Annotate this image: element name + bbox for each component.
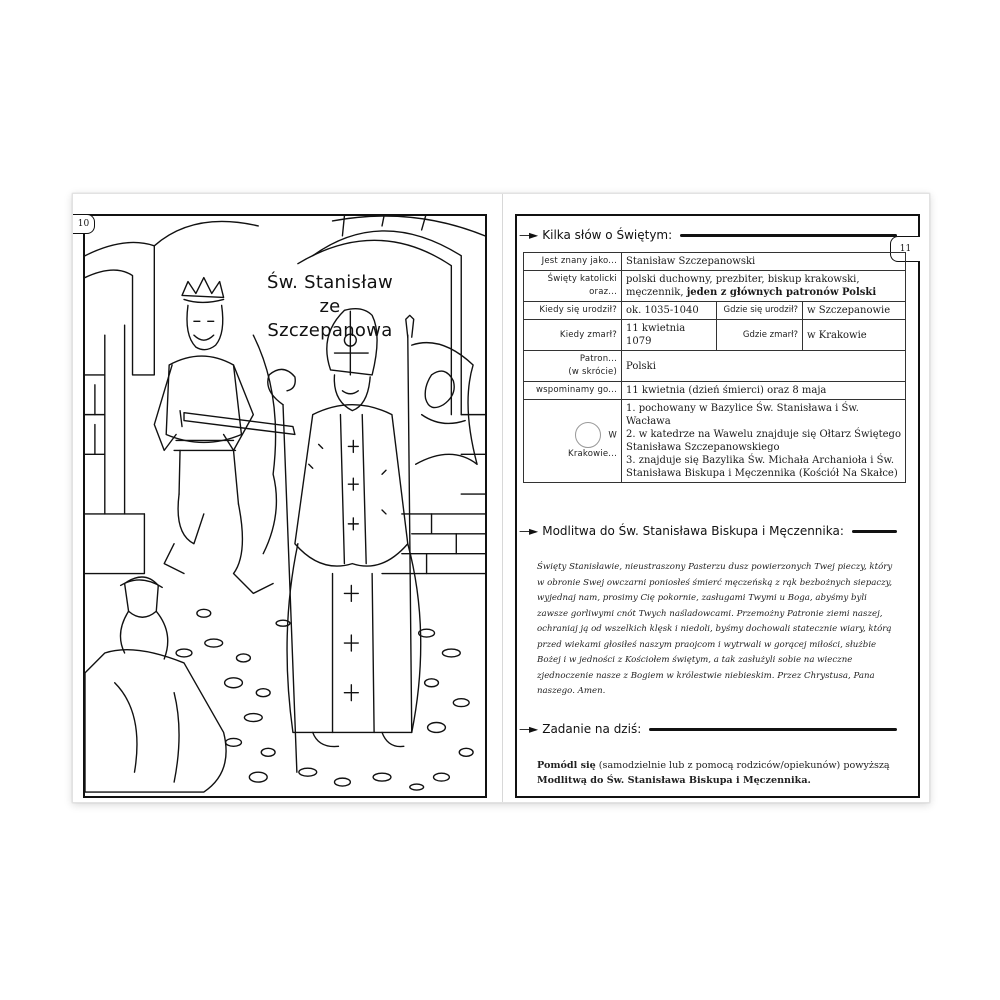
- remembered-label: wspominamy go...: [524, 382, 622, 400]
- table-row: [524, 351, 906, 382]
- section-heading-task-text: Zadanie na dziś:: [542, 722, 642, 736]
- section-heading-about: [517, 224, 897, 246]
- patron-label: [524, 351, 622, 382]
- brush-stroke-divider: [852, 530, 897, 533]
- left-page-illustration-frame: [83, 214, 487, 798]
- section-heading-prayer-text: Modlitwa do Św. Stanisława Biskupa i Męczennika:: [542, 524, 844, 538]
- table-row: [524, 253, 906, 271]
- known-as-label: Jest znany jako...: [524, 253, 622, 271]
- right-page-frame: [515, 214, 920, 798]
- catholic-saint-value-plain: polski duchowny, prezbiter, biskup krakowski, męczennik,: [626, 274, 860, 298]
- task-bold-1: Pomódl się: [537, 760, 596, 771]
- known-as-value: Stanisław Szczepanowski: [622, 253, 906, 271]
- page-number-right: 11: [890, 236, 920, 262]
- page-spine: [502, 194, 503, 802]
- krakow-label: [524, 400, 622, 483]
- krakow-value: [622, 400, 906, 483]
- saint-title-line1: Św. Stanisław: [266, 272, 393, 293]
- patron-label-line2: (w skrócie): [568, 367, 617, 377]
- krakow-item-2: 2. w katedrze na Wawelu znajduje się Ołtarz Świętego Stanisława Szczepanowskiego: [626, 429, 901, 453]
- booklet-spread: [72, 193, 930, 803]
- page-number-left: 10: [73, 214, 95, 234]
- born-when-value: ok. 1035-1040: [622, 302, 717, 320]
- task-text-block: [537, 758, 907, 788]
- table-row: [524, 302, 906, 320]
- krakow-seal-icon: [575, 422, 601, 448]
- born-where-label: Gdzie się urodził?: [717, 302, 803, 320]
- saint-info-table: [523, 252, 906, 483]
- catholic-saint-value: [622, 271, 906, 302]
- died-when-value: 11 kwietnia 1079: [622, 320, 717, 351]
- prayer-text: Święty Stanisławie, nieustraszony Pasterzu dusz powierzonych Twej pieczy, który w obronie Swej owczarni poniosłeś śmierć męczeńską z rąk bezbożnych siepaczy, wyjednaj nam, prosimy Cię pokornie, zasługami Twymi u Boga, abyśmy byli zawsze gorliwymi cnót Twych naśladowcami. Przemożny Patronie ziemi naszej, ochraniaj ją od wszelkich klęsk i niedoli, byśmy dochowali statecznie wiary, którą przed wiekami głosiłeś naszym praojcom i wytrwali w gorącej miłości, służbie Bożej i w jedności z Kościołem świętym, a tak zasłużyli sobie na wieczne zjednoczenie nasze z Bogiem w królestwie niebieskim. Przez Chrystusa, Pana naszego. Amen.: [537, 562, 893, 696]
- prayer-text-block: [537, 560, 897, 700]
- arrow-icon: —►: [519, 228, 537, 242]
- died-where-label: Gdzie zmarł?: [717, 320, 803, 351]
- table-row: [524, 271, 906, 302]
- died-where-value: w Krakowie: [803, 320, 906, 351]
- krakow-item-3: 3. znajduje się Bazylika Św. Michała Archanioła i Św. Stanisława Biskupa i Męczennika (Kościół Na Skałce): [626, 455, 898, 479]
- brush-stroke-divider: [649, 728, 897, 731]
- born-where-value: w Szczepanowie: [803, 302, 906, 320]
- remembered-value: 11 kwietnia (dzień śmierci) oraz 8 maja: [622, 382, 906, 400]
- arrow-icon: —►: [519, 524, 537, 538]
- krakow-label-text: W Krakowie...: [568, 430, 617, 459]
- table-row: [524, 382, 906, 400]
- died-when-label: Kiedy zmarł?: [524, 320, 622, 351]
- saint-title-line2: ze Szczepanowa: [267, 296, 393, 341]
- section-heading-about-text: Kilka słów o Świętym:: [542, 228, 673, 242]
- krakow-item-1: 1. pochowany w Bazylice Św. Stanisława i Św. Wacława: [626, 403, 859, 427]
- task-plain: (samodzielnie lub z pomocą rodziców/opiekunów) powyższą: [595, 760, 890, 771]
- born-when-label: Kiedy się urodził?: [524, 302, 622, 320]
- catholic-saint-value-bold: jeden z głównych patronów Polski: [686, 287, 877, 298]
- catholic-saint-label: [524, 271, 622, 302]
- table-row: [524, 400, 906, 483]
- brush-stroke-divider: [680, 234, 897, 237]
- saint-title: [255, 271, 405, 343]
- catholic-saint-label-line2: oraz...: [589, 287, 617, 297]
- table-row: [524, 320, 906, 351]
- patron-label-line1: Patron...: [579, 354, 617, 364]
- catholic-saint-label-line1: Święty katolicki: [547, 274, 617, 284]
- section-heading-task: [517, 718, 897, 740]
- patron-value: Polski: [622, 351, 906, 382]
- section-heading-prayer: [517, 520, 897, 542]
- task-bold-2: Modlitwą do Św. Stanisława Biskupa i Męczennika.: [537, 775, 811, 786]
- arrow-icon: —►: [519, 722, 537, 736]
